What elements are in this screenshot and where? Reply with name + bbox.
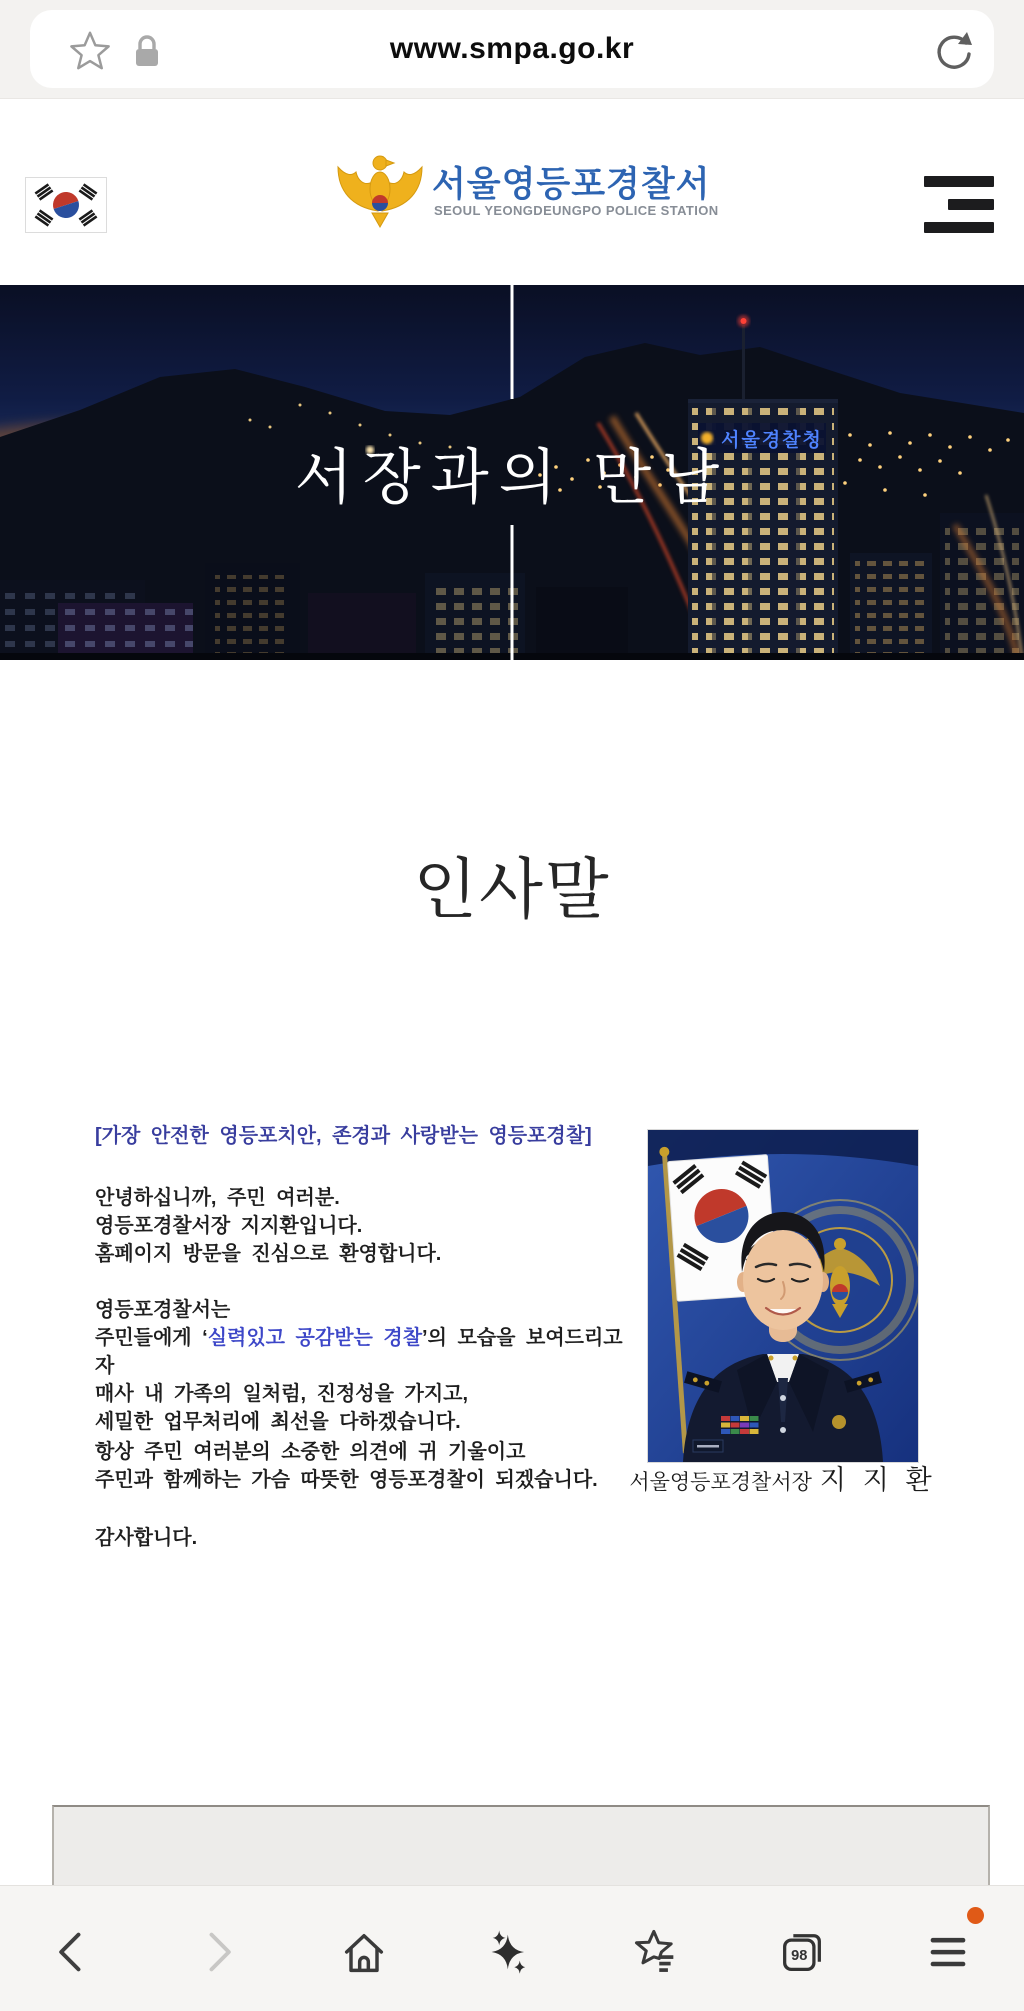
greeting-paragraph-1 xyxy=(95,1184,635,1268)
paragraph-line xyxy=(95,1324,635,1380)
hero-banner xyxy=(0,285,1024,660)
site-title[interactable]: 서울영등포경찰서 xyxy=(432,165,711,204)
page-title: 인사말 xyxy=(413,852,611,926)
police-chief-photo xyxy=(648,1130,918,1462)
paragraph-line: 세밀한 업무처리에 최선을 다하겠습니다. xyxy=(95,1411,461,1433)
url-text[interactable]: www.smpa.go.kr xyxy=(389,32,635,65)
browser-bottom-bar xyxy=(0,1885,1024,2011)
greeting-paragraph-3 xyxy=(95,1438,635,1494)
line-fragment: ’의 모습을 보여드리고자 xyxy=(95,1327,623,1377)
content-placeholder-box xyxy=(52,1805,990,1891)
paragraph-line: 영등포경찰서장 지지환입니다. xyxy=(95,1215,363,1237)
hero-title: 서장과의 만남 xyxy=(294,444,730,511)
browser-top-bar xyxy=(0,0,1024,99)
tab-count: 98 xyxy=(791,1948,808,1965)
photo-caption xyxy=(618,1458,948,1497)
home-icon[interactable] xyxy=(338,1926,390,1978)
header-menu-icon[interactable] xyxy=(924,176,994,234)
notification-dot xyxy=(967,1907,984,1924)
paragraph-line: 매사 내 가족의 일처럼, 진정성을 가지고, xyxy=(95,1383,469,1405)
greeting-heading: [가장 안전한 영등포치안, 존경과 사랑받는 영등포경찰] xyxy=(95,1125,592,1147)
greeting-paragraph-4: 감사합니다. xyxy=(95,1527,198,1549)
paragraph-line: 항상 주민 여러분의 소중한 의견에 귀 기울이고 xyxy=(95,1441,526,1463)
line-fragment: 주민들에게 ‘ xyxy=(95,1327,208,1349)
back-icon[interactable] xyxy=(46,1926,98,1978)
forward-icon[interactable] xyxy=(192,1926,244,1978)
highlighted-phrase: 실력있고 공감받는 경찰 xyxy=(207,1327,423,1349)
site-subtitle: SEOUL YEONGDEUNGPO POLICE STATION xyxy=(434,203,719,218)
paragraph-line: 주민과 함께하는 가슴 따뜻한 영등포경찰이 되겠습니다. xyxy=(95,1469,598,1491)
paragraph-line: 영등포경찰서는 xyxy=(95,1299,231,1321)
refresh-icon[interactable] xyxy=(928,27,974,73)
url-bar[interactable] xyxy=(30,10,994,88)
paragraph-line: 안녕하십니까, 주민 여러분. xyxy=(95,1187,340,1209)
police-eagle-emblem-icon xyxy=(330,147,430,231)
caption-name: 지 지 환 xyxy=(819,1465,937,1495)
greeting-paragraph-2 xyxy=(95,1296,635,1436)
korean-flag-icon xyxy=(25,177,107,233)
menu-icon[interactable] xyxy=(922,1926,974,1978)
ai-sparkles-icon[interactable] xyxy=(484,1926,536,1978)
bookmarks-star-icon[interactable] xyxy=(630,1926,682,1978)
tabs-icon[interactable] xyxy=(776,1926,828,1978)
site-header xyxy=(0,99,1024,285)
caption-role: 서울영등포경찰서장 xyxy=(629,1470,812,1494)
paragraph-line: 홈페이지 방문을 진심으로 환영합니다. xyxy=(95,1243,442,1265)
hero-building-sign: 서울경찰청 xyxy=(721,430,823,451)
